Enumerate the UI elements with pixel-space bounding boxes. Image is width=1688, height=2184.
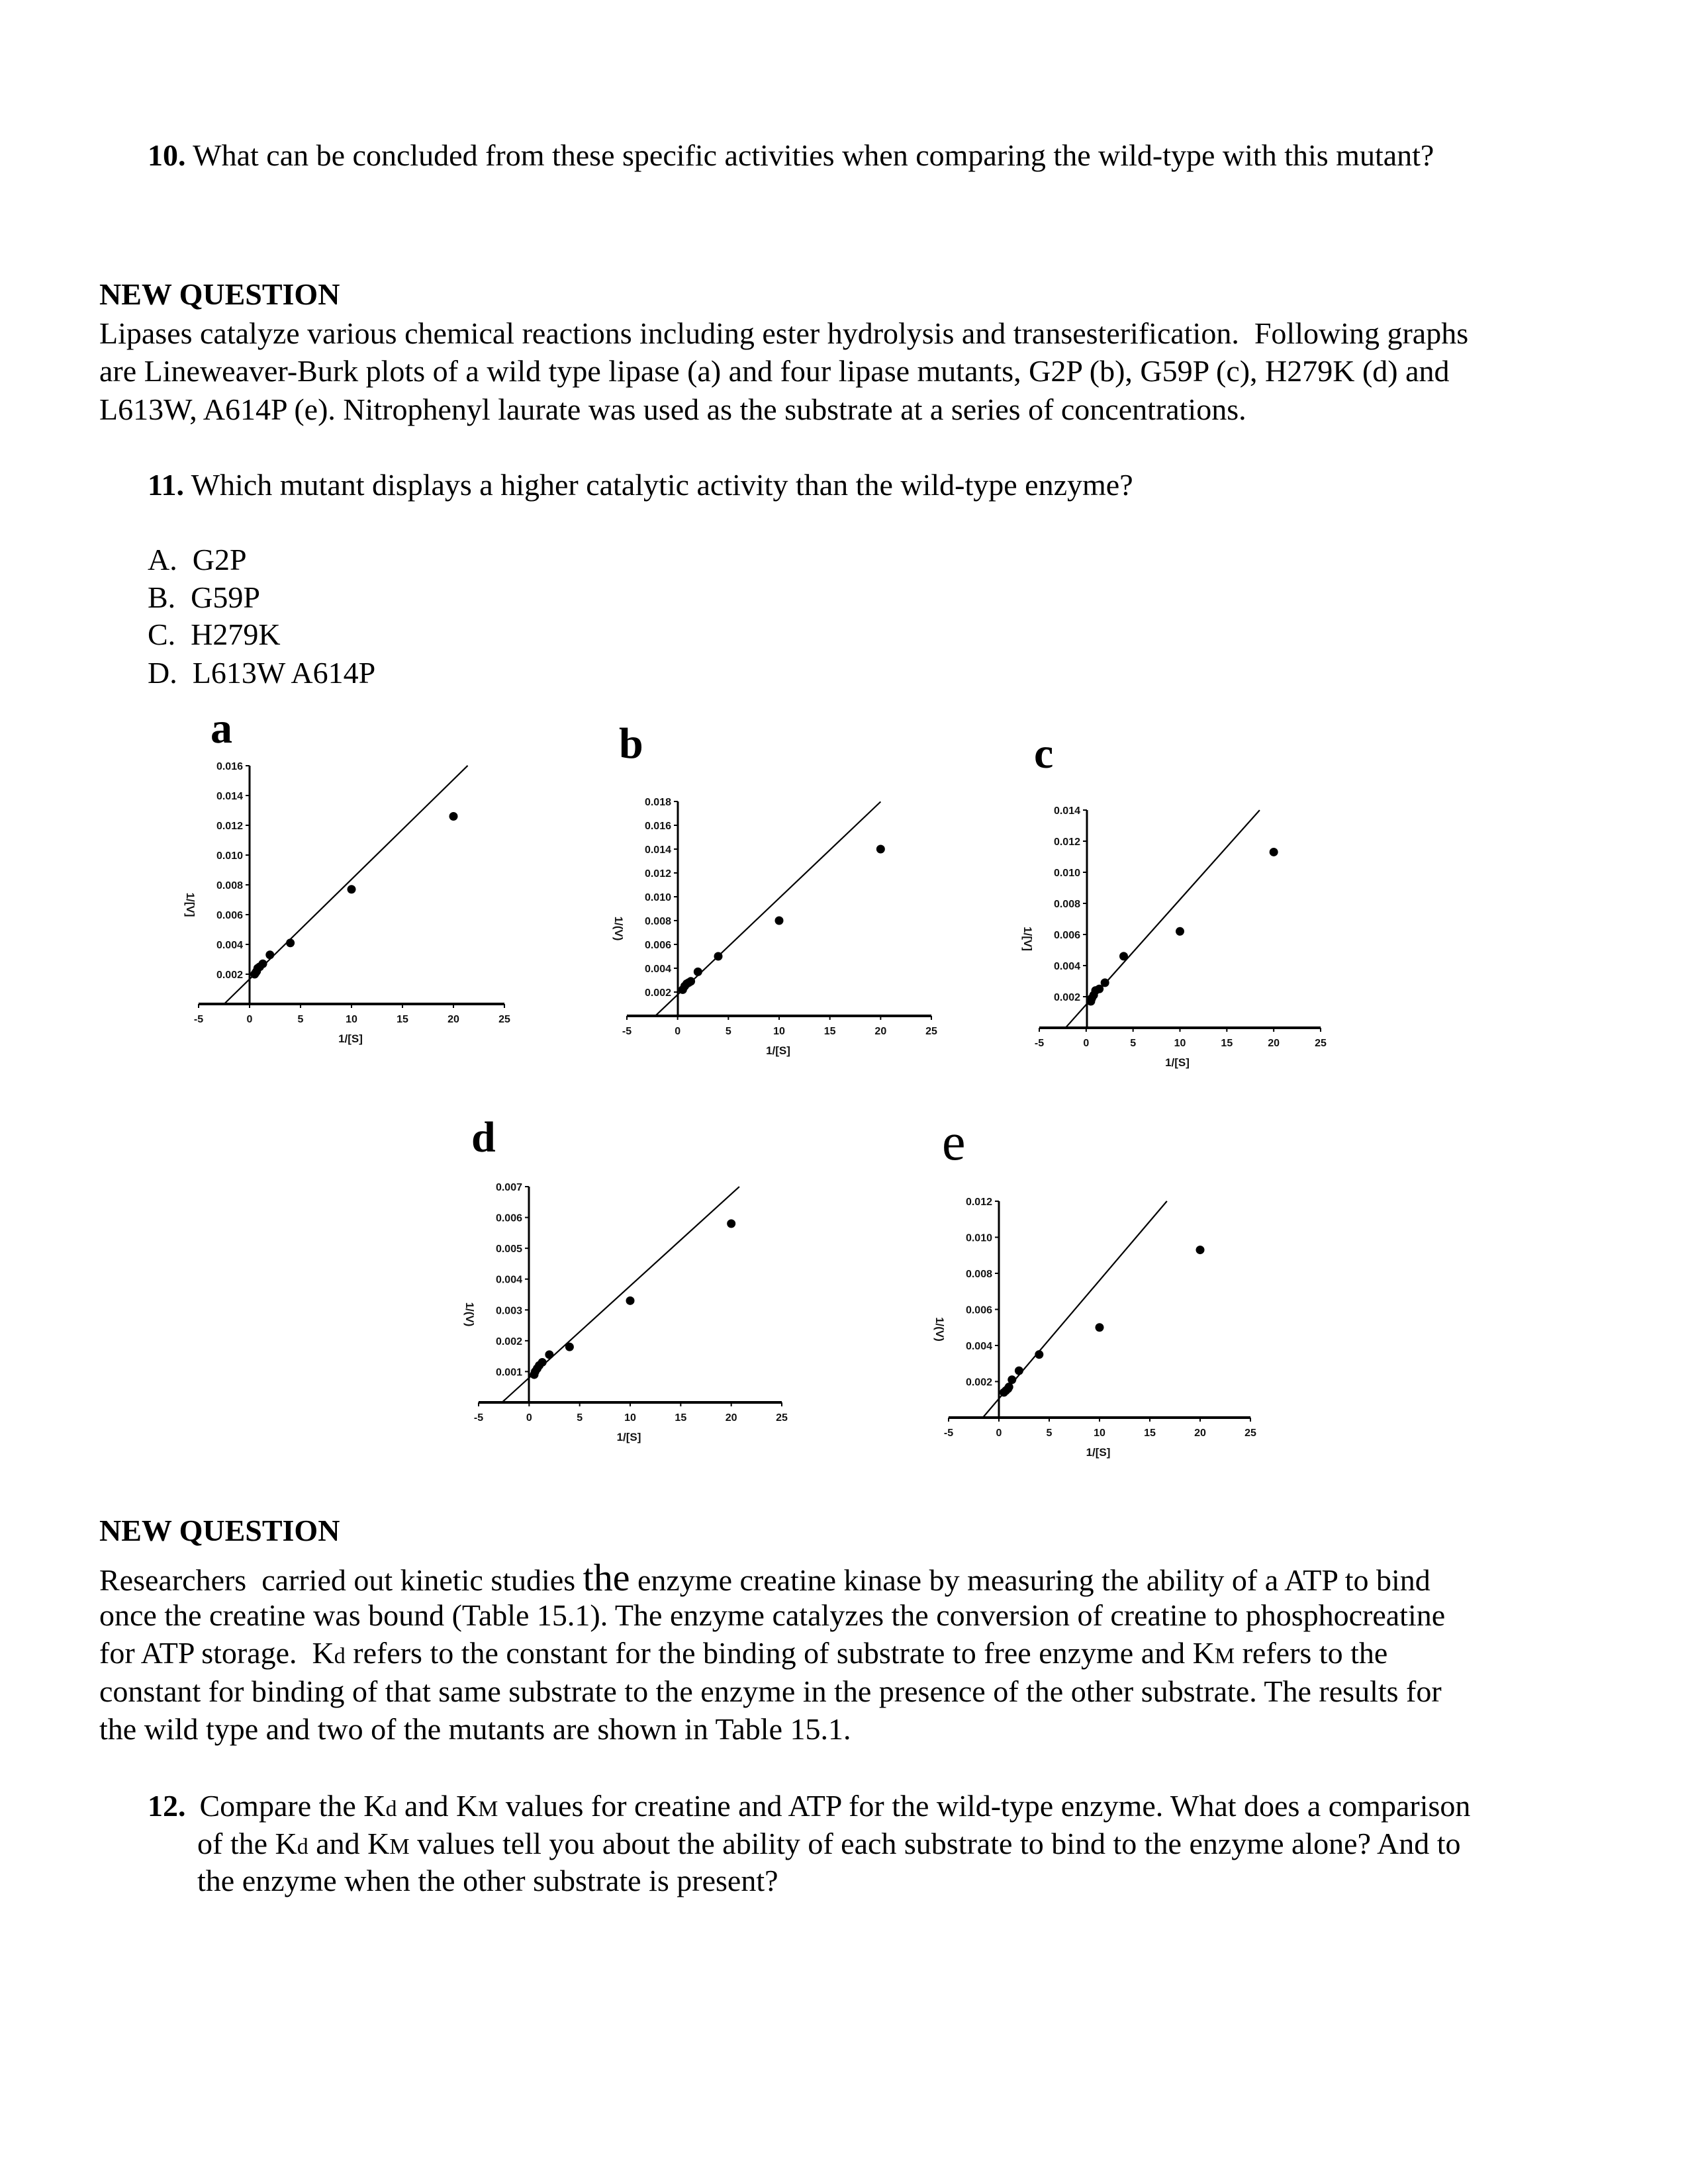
- panel-label: a: [211, 704, 232, 752]
- y-tick-label: 0.004: [965, 1341, 992, 1352]
- data-point: [727, 1219, 735, 1228]
- y-tick-label: 0.004: [216, 940, 243, 951]
- y-tick-label: 0.010: [1053, 868, 1080, 879]
- text-segment: constant for binding of that same substrate to the enzyme in the presence of the other substrate. The results for: [99, 1674, 1442, 1708]
- y-tick-label: 0.002: [644, 987, 671, 999]
- y-tick-label: 0.010: [216, 850, 243, 862]
- data-point: [545, 1350, 553, 1359]
- x-tick-label: 0: [675, 1026, 681, 1037]
- panel-label: b: [619, 719, 643, 768]
- x-axis-title: 1/[S]: [766, 1044, 790, 1057]
- paragraph-line: [99, 1634, 1387, 1675]
- paragraph-line: [99, 1556, 1430, 1599]
- x-tick-label: 10: [1174, 1038, 1186, 1049]
- data-point: [775, 917, 784, 925]
- x-tick-label: 10: [624, 1412, 636, 1424]
- question-text: What can be concluded from these specific activities when comparing the wild-type with this mutant?: [185, 138, 1434, 172]
- x-tick-label: 25: [1244, 1428, 1256, 1439]
- y-axis-title: 1/(V): [933, 1317, 946, 1342]
- y-axis-title: 1/(V): [463, 1302, 476, 1327]
- x-tick-label: -5: [943, 1428, 954, 1439]
- text-segment: refers to the constant for the binding of substrate to free enzyme and K: [345, 1636, 1215, 1670]
- text-segment: Compare the K: [192, 1789, 386, 1823]
- text-segment: once the creatine was bound (Table 15.1). The enzyme catalyzes the conversion of creatine to phosphocreatine: [99, 1598, 1446, 1632]
- question-number: 10.: [148, 138, 186, 172]
- x-tick-label: 0: [1083, 1038, 1090, 1049]
- y-tick-label: 0.014: [1053, 805, 1080, 817]
- paragraph-line: are Lineweaver-Burk plots of a wild type lipase (a) and four lipase mutants, G2P (b), G59P (c), H279K (d) and: [99, 354, 1450, 388]
- y-tick-label: 0.006: [495, 1212, 522, 1224]
- x-tick-label: 5: [297, 1014, 304, 1025]
- y-tick-label: 0.014: [644, 844, 671, 856]
- x-tick-label: 10: [1094, 1428, 1105, 1439]
- data-point: [265, 950, 274, 959]
- data-point: [1270, 848, 1278, 856]
- text-segment: of the K: [197, 1827, 297, 1860]
- y-tick-label: 0.002: [965, 1377, 992, 1388]
- subscript-text: M: [478, 1797, 498, 1821]
- data-point: [348, 885, 356, 893]
- x-tick-label: 25: [1315, 1038, 1327, 1049]
- y-tick-label: 0.002: [1053, 992, 1080, 1003]
- answer-option-a: A. G2P: [148, 543, 247, 576]
- y-tick-label: 0.008: [216, 880, 243, 891]
- paragraph-line: Lipases catalyze various chemical reactions including ester hydrolysis and transesterification. Following graphs: [99, 316, 1469, 350]
- y-tick-label: 0.012: [965, 1197, 992, 1208]
- y-tick-label: 0.007: [495, 1182, 522, 1193]
- text-segment: the wild type and two of the mutants are shown in Table 15.1.: [99, 1712, 851, 1746]
- y-tick-label: 0.002: [495, 1336, 522, 1347]
- data-point: [714, 952, 723, 961]
- paragraph-line: [99, 1596, 1445, 1634]
- x-axis-title: 1/[S]: [338, 1032, 363, 1045]
- y-tick-label: 0.003: [495, 1305, 522, 1317]
- x-axis-title: 1/[S]: [1165, 1056, 1190, 1069]
- x-tick-label: -5: [473, 1412, 484, 1424]
- x-tick-label: 15: [675, 1412, 687, 1424]
- text-segment: refers to the: [1235, 1636, 1388, 1670]
- paragraph-line: [99, 1710, 851, 1748]
- x-tick-label: 25: [925, 1026, 937, 1037]
- y-tick-label: 0.004: [1053, 961, 1080, 972]
- question-text: Which mutant displays a higher catalytic activity than the wild-type enzyme?: [183, 468, 1133, 502]
- data-point: [1176, 927, 1184, 936]
- y-tick-label: 0.008: [1053, 899, 1080, 910]
- panel-label: e: [942, 1113, 966, 1171]
- x-tick-label: 5: [725, 1026, 731, 1037]
- text-segment: for ATP storage. K: [99, 1636, 334, 1670]
- text-segment: values tell you about the ability of each substrate to bind to the enzyme alone? And to: [409, 1827, 1461, 1860]
- y-tick-label: 0.016: [644, 821, 671, 832]
- data-point: [694, 968, 702, 976]
- data-point: [1096, 1323, 1104, 1332]
- y-tick-label: 0.006: [216, 910, 243, 921]
- subscript-text: d: [334, 1644, 346, 1668]
- data-point: [626, 1297, 635, 1305]
- x-tick-label: 0: [526, 1412, 532, 1424]
- section-heading: NEW QUESTION: [99, 277, 340, 311]
- answer-option-b: B. G59P: [148, 580, 260, 614]
- text-segment: enzyme creatine kinase by measuring the ability of a ATP to bind: [630, 1563, 1430, 1597]
- panel-label: d: [471, 1113, 496, 1161]
- y-tick-label: 0.008: [965, 1269, 992, 1280]
- text-segment: and K: [397, 1789, 479, 1823]
- data-point: [686, 977, 695, 985]
- data-point: [1008, 1375, 1016, 1384]
- text-segment: the: [583, 1556, 630, 1599]
- x-tick-label: 20: [447, 1014, 459, 1025]
- y-tick-label: 0.006: [1053, 930, 1080, 941]
- data-point: [1015, 1367, 1023, 1375]
- x-tick-label: 15: [1144, 1428, 1156, 1439]
- x-tick-label: 15: [1221, 1038, 1233, 1049]
- y-tick-label: 0.014: [216, 791, 243, 802]
- x-tick-label: 15: [823, 1026, 836, 1037]
- data-point: [876, 845, 885, 854]
- x-tick-label: 25: [776, 1412, 788, 1424]
- answer-option-c: C. H279K: [148, 617, 281, 651]
- answer-option-d: D. L613W A614P: [148, 656, 376, 690]
- x-tick-label: 10: [346, 1014, 357, 1025]
- x-tick-label: 15: [397, 1014, 408, 1025]
- data-point: [259, 960, 267, 968]
- y-tick-label: 0.006: [644, 940, 671, 951]
- x-tick-label: 20: [1268, 1038, 1280, 1049]
- question-number: 12.: [148, 1789, 186, 1823]
- data-point: [1119, 952, 1128, 960]
- y-tick-label: 0.010: [644, 892, 671, 903]
- x-tick-label: 5: [1046, 1428, 1053, 1439]
- y-tick-label: 0.012: [1053, 837, 1080, 848]
- y-axis-title: 1/[V]: [1021, 927, 1034, 951]
- x-tick-label: -5: [622, 1026, 632, 1037]
- subscript-text: d: [385, 1797, 397, 1821]
- y-tick-label: 0.004: [495, 1274, 522, 1286]
- text-segment: Researchers carried out kinetic studies: [99, 1563, 583, 1597]
- panel-label: c: [1034, 729, 1054, 778]
- text-segment: and K: [308, 1827, 390, 1860]
- x-tick-label: 20: [725, 1412, 737, 1424]
- x-tick-label: 5: [577, 1412, 583, 1424]
- y-tick-label: 0.001: [495, 1367, 522, 1379]
- y-tick-label: 0.012: [644, 868, 671, 880]
- subscript-text: M: [1214, 1644, 1235, 1668]
- y-tick-label: 0.005: [495, 1244, 522, 1255]
- y-tick-label: 0.012: [216, 821, 243, 832]
- question-number: 11.: [148, 468, 184, 502]
- data-point: [1101, 978, 1109, 987]
- x-tick-label: 25: [498, 1014, 510, 1025]
- x-axis-title: 1/[S]: [616, 1431, 641, 1443]
- x-tick-label: -5: [1034, 1038, 1045, 1049]
- paragraph-line: [192, 1787, 1470, 1828]
- data-point: [565, 1343, 574, 1351]
- paragraph-line: [197, 1862, 778, 1899]
- x-axis-title: 1/[S]: [1086, 1446, 1111, 1459]
- y-axis-title: 1/(V): [612, 916, 625, 941]
- y-tick-label: 0.008: [644, 916, 671, 927]
- data-point: [449, 812, 458, 821]
- x-tick-label: 20: [1194, 1428, 1206, 1439]
- x-tick-label: -5: [193, 1014, 204, 1025]
- subscript-text: M: [389, 1835, 410, 1859]
- data-point: [286, 938, 295, 947]
- data-point: [1035, 1350, 1043, 1359]
- data-point: [1196, 1246, 1205, 1254]
- text-segment: values for creatine and ATP for the wild-type enzyme. What does a comparison: [498, 1789, 1471, 1823]
- x-tick-label: 5: [1130, 1038, 1137, 1049]
- paragraph-line: L613W, A614P (e). Nitrophenyl laurate was used as the substrate at a series of concentrations.: [99, 392, 1246, 426]
- y-tick-label: 0.006: [965, 1304, 992, 1316]
- text-segment: the enzyme when the other substrate is present?: [197, 1864, 778, 1897]
- x-tick-label: 20: [874, 1026, 887, 1037]
- y-tick-label: 0.002: [216, 970, 243, 981]
- x-tick-label: 10: [773, 1026, 785, 1037]
- paragraph-line: [99, 1672, 1442, 1710]
- subscript-text: d: [297, 1835, 308, 1859]
- y-tick-label: 0.010: [965, 1232, 992, 1244]
- data-point: [538, 1358, 547, 1367]
- paragraph-line: [197, 1825, 1460, 1866]
- x-tick-label: 0: [996, 1428, 1002, 1439]
- x-tick-label: 0: [246, 1014, 253, 1025]
- y-tick-label: 0.004: [644, 964, 671, 975]
- y-tick-label: 0.018: [644, 797, 671, 808]
- y-axis-title: 1/[V]: [184, 892, 197, 917]
- section-heading: NEW QUESTION: [99, 1514, 340, 1547]
- y-tick-label: 0.016: [216, 761, 243, 772]
